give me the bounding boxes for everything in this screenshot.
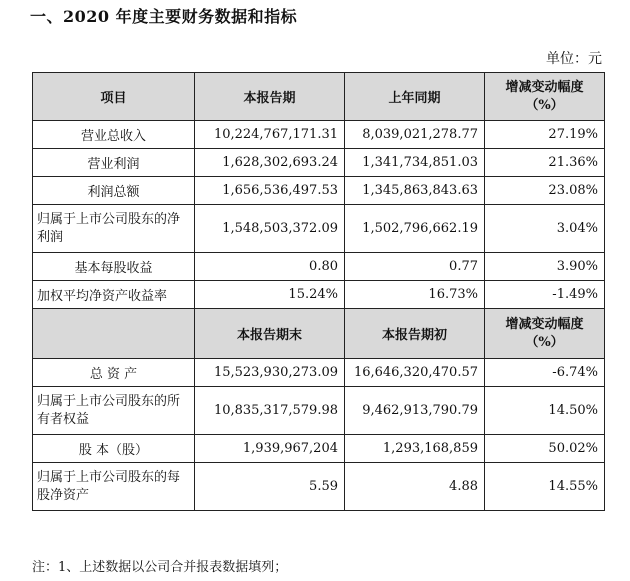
row-value: 9,462,913,790.79 bbox=[345, 387, 485, 435]
table-row bbox=[33, 435, 605, 463]
row-label: 归属于上市公司股东的所有者权益 bbox=[33, 387, 195, 435]
table-row bbox=[33, 177, 605, 205]
table-header-row bbox=[33, 309, 605, 359]
table-row bbox=[33, 463, 605, 511]
row-value: 1,341,734,851.03 bbox=[345, 149, 485, 177]
header-cell: 项目 bbox=[33, 73, 195, 121]
row-label: 加权平均净资产收益率 bbox=[33, 281, 195, 309]
row-change: -6.74% bbox=[485, 359, 605, 387]
header-cell: 本报告期初 bbox=[345, 309, 485, 359]
row-value: 4.88 bbox=[345, 463, 485, 511]
row-change: 21.36% bbox=[485, 149, 605, 177]
row-value: 1,628,302,693.24 bbox=[195, 149, 345, 177]
row-value: 1,293,168,859 bbox=[345, 435, 485, 463]
table-row bbox=[33, 387, 605, 435]
row-value: 16.73% bbox=[345, 281, 485, 309]
row-change: 27.19% bbox=[485, 121, 605, 149]
row-label: 营业利润 bbox=[33, 149, 195, 177]
table-row bbox=[33, 359, 605, 387]
table-row bbox=[33, 121, 605, 149]
row-change: 50.02% bbox=[485, 435, 605, 463]
row-value: 8,039,021,278.77 bbox=[345, 121, 485, 149]
table-row bbox=[33, 281, 605, 309]
row-value: 0.80 bbox=[195, 253, 345, 281]
row-value: 0.77 bbox=[345, 253, 485, 281]
row-change: 14.50% bbox=[485, 387, 605, 435]
row-value: 5.59 bbox=[195, 463, 345, 511]
table-row bbox=[33, 253, 605, 281]
header-cell bbox=[33, 309, 195, 359]
table-row bbox=[33, 149, 605, 177]
row-value: 1,345,863,843.63 bbox=[345, 177, 485, 205]
row-label: 营业总收入 bbox=[33, 121, 195, 149]
header-cell: 增减变动幅度（%） bbox=[485, 309, 605, 359]
table-row bbox=[33, 205, 605, 253]
row-label: 股 本（股） bbox=[33, 435, 195, 463]
row-value: 10,224,767,171.31 bbox=[195, 121, 345, 149]
row-label: 总 资 产 bbox=[33, 359, 195, 387]
footnote: 注：1、上述数据以公司合并报表数据填列； bbox=[32, 560, 288, 575]
row-value: 16,646,320,470.57 bbox=[345, 359, 485, 387]
row-change: -1.49% bbox=[485, 281, 605, 309]
header-cell: 增减变动幅度（%） bbox=[485, 73, 605, 121]
row-change: 3.04% bbox=[485, 205, 605, 253]
row-value: 10,835,317,579.98 bbox=[195, 387, 345, 435]
row-label: 归属于上市公司股东的每股净资产 bbox=[33, 463, 195, 511]
row-value: 1,548,503,372.09 bbox=[195, 205, 345, 253]
unit-label: 单位：元 bbox=[546, 51, 602, 67]
row-change: 23.08% bbox=[485, 177, 605, 205]
row-label: 基本每股收益 bbox=[33, 253, 195, 281]
row-value: 1,939,967,204 bbox=[195, 435, 345, 463]
table-header-row bbox=[33, 73, 605, 121]
section-heading: 一、2020 年度主要财务数据和指标 bbox=[30, 7, 298, 26]
row-value: 15.24% bbox=[195, 281, 345, 309]
header-cell: 本报告期末 bbox=[195, 309, 345, 359]
financial-table bbox=[32, 72, 605, 511]
header-cell: 上年同期 bbox=[345, 73, 485, 121]
row-change: 14.55% bbox=[485, 463, 605, 511]
row-value: 15,523,930,273.09 bbox=[195, 359, 345, 387]
row-label: 利润总额 bbox=[33, 177, 195, 205]
row-label: 归属于上市公司股东的净利润 bbox=[33, 205, 195, 253]
header-cell: 本报告期 bbox=[195, 73, 345, 121]
row-change: 3.90% bbox=[485, 253, 605, 281]
row-value: 1,502,796,662.19 bbox=[345, 205, 485, 253]
row-value: 1,656,536,497.53 bbox=[195, 177, 345, 205]
